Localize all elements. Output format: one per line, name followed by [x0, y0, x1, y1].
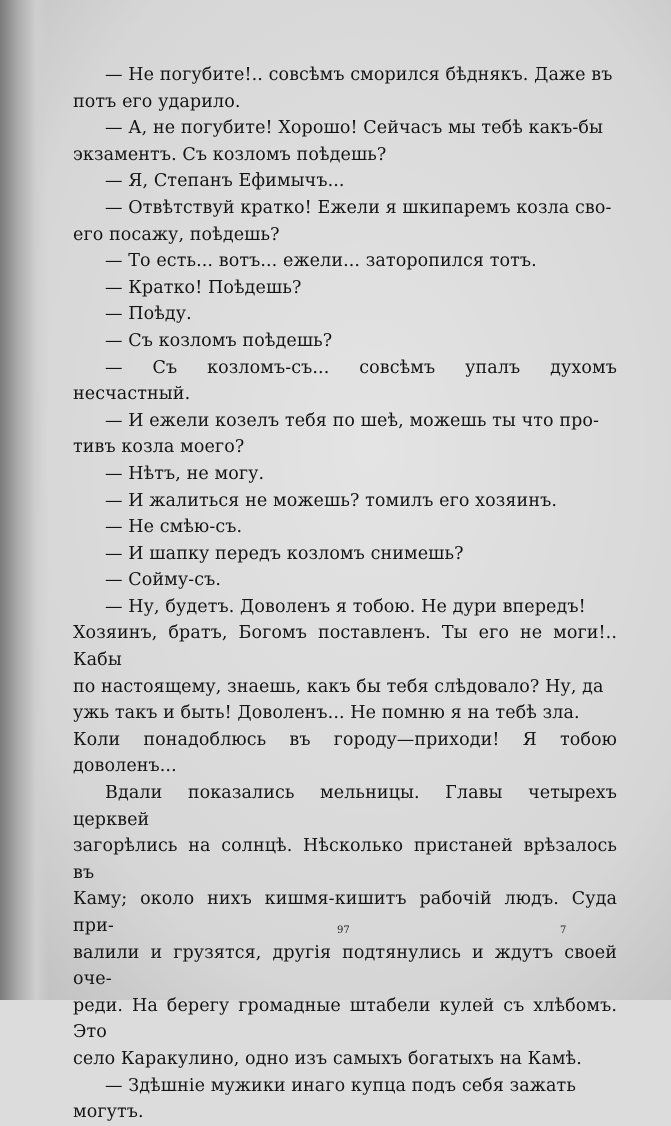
- paragraph: — Сойму-съ.: [105, 570, 222, 591]
- paragraph: — Нѣтъ, не могу.: [105, 463, 265, 484]
- paragraph: — Кратко! Поѣдешь?: [105, 277, 302, 298]
- paragraph: — И жалиться не можешь? томилъ его хозяинъ.: [105, 490, 557, 511]
- paragraph: — Не смѣю-съ.: [105, 517, 243, 538]
- paragraph: Вдали показались мельницы. Главы четырехъ церквей загорѣлись на солнцѣ. Нѣсколько пристаней врѣзалось въ Каму; около нихъ кишмя-кишитъ рабочій людъ. Суда при- валили и грузятся, другія подтянулись и ждутъ своей оче- реди. На берегу громадные штабели кулей съ хлѣбомъ. Это село Каракулино, одно изъ самыхъ богатыхъ на Камѣ.: [73, 783, 617, 1069]
- paragraph: — И ежели козелъ тебя по шеѣ, можешь ты что про- тивъ козла моего?: [73, 410, 600, 458]
- page-spine-shadow: [0, 0, 48, 1000]
- paragraph: — А, не погубите! Хорошо! Сейчасъ мы тебѣ какъ-бы экзаментъ. Съ козломъ поѣдешь?: [73, 118, 604, 165]
- paragraph: — Не погубите!.. совсѣмъ сморился бѣднякъ. Даже въ потъ его ударило.: [73, 65, 613, 112]
- paragraph: — Поѣду.: [105, 304, 192, 325]
- paragraph: — Отвѣтствуй кратко! Ежели я шкипаремъ козла сво- его посажу, поѣдешь?: [73, 197, 612, 245]
- signature-mark: 7: [560, 925, 567, 936]
- body-text: [73, 62, 617, 1126]
- paragraph: — Здѣшніе мужики инаго купца подъ себя зажать могутъ.: [73, 1075, 576, 1123]
- paragraph: — Ну, будетъ. Доволенъ я тобою. Не дури впередъ! Хозяинъ, братъ, Богомъ поставленъ. Ты его не моги!.. Кабы по настоящему, знаешь, какъ бы тебя слѣдовало? Ну, да ужь такъ и быть! Доволенъ... Не помню я на тебѣ зла. Коли понадоблюсь въ городу—приходи! Я тобою доволенъ...: [73, 596, 617, 777]
- paragraph: — Съ козломъ-съ... совсѣмъ упалъ духомъ несчастный.: [73, 357, 617, 405]
- page-number: 97: [337, 925, 350, 936]
- paragraph: — И шапку передъ козломъ снимешь?: [105, 543, 464, 564]
- paragraph: — Съ козломъ поѣдешь?: [105, 330, 333, 351]
- paragraph: — Я, Степанъ Ефимычъ...: [105, 171, 345, 192]
- paragraph: — То есть... вотъ... ежели... заторопился тотъ.: [105, 251, 537, 272]
